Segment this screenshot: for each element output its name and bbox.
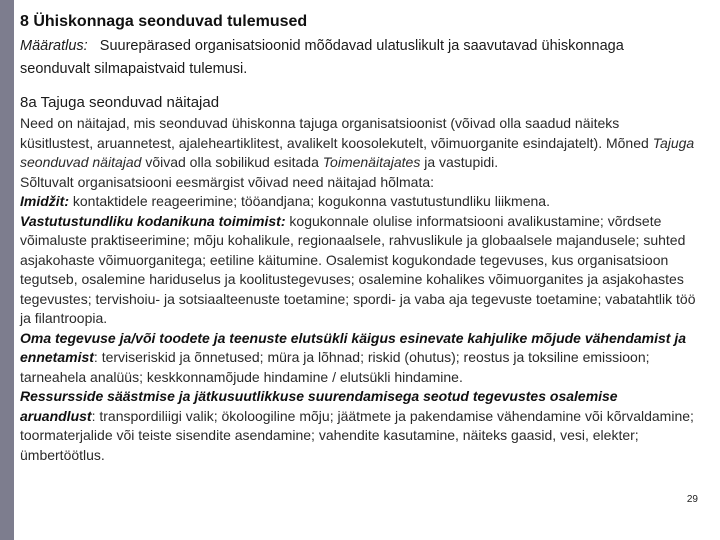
- slide-title: 8 Ühiskonnaga seonduvad tulemused: [20, 13, 308, 30]
- intro-text-1: Need on näitajad, mis seonduvad ühiskonna tajuga organisatsioonist (võivad olla saadud näiteks küsitlustest, aruannetest, ajaleheartiklitest, avalikelt koosolekutelt, võimuorganite esindajatelt). Mõned: [20, 115, 653, 151]
- intro-text-2: võivad olla sobilikud esitada: [141, 154, 323, 170]
- body-text: [20, 114, 696, 465]
- definition-text: Suurepärased organisatsioonid mõõdavad ulatuslikult ja saavutavad ühiskonnaga seonduvalt silmapaistvaid tulemusi.: [20, 38, 624, 77]
- item-resource-saving-label: Ressursside säästmise ja jätkusuutlikkuse suurendamisega seotud tegevustes osalemise aruandlust: [20, 388, 618, 424]
- item-resource-saving-text: : transpordiliigi valik; ökoloogiline mõju; jäätmete ja pakendamise vähendamine või kõrvaldamine; toormaterjalide või teiste sisendite asendamine; vahendite kasutamine, näiteks gaasid, vesi, elekter; ümbertöötlus.: [20, 407, 694, 463]
- intro-paragraph: [20, 114, 696, 173]
- item-image-label: Imidžit:: [20, 193, 69, 209]
- definition-label: Määratlus:: [20, 38, 88, 54]
- intro-text-italic-2: Toimenäitajates: [322, 154, 421, 170]
- item-harm-reduction-text: : terviseriskid ja õnnetused; müra ja lõhnad; riskid (ohutus); reostus ja toksiline emissioon; tarneahela analüüs; keskkonnamõjude hindamine / elutsükli hindamine.: [20, 349, 650, 385]
- definition-spacer: [92, 38, 96, 54]
- item-resource-saving: [20, 387, 696, 465]
- intro-text-3: ja vastupidi.: [420, 154, 499, 170]
- item-responsible-citizen-text: kogukonnale olulise informatsiooni avalikustamine; võrdsete võimaluste praktiseerimine; mõju kohalikule, regionaalsele, rahvuslikule ja globaalsele majandusele; suhted asjakohaste võimuorganitega; eetiline käitumine. Osalemist kogukondade tegevuses, kus organisatsioon tegutseb, osalemine hariduselus ja koolitustegevuses; osalemine kohalikes võimuorganites ja asjakohastes tegevustes; tervishoiu- ja sotsiaalteenuste toetamine; spordi- ja vaba aja tegevuste toetamine; vabatahtlik töö ja filantroopia.: [20, 212, 696, 326]
- item-responsible-citizen-label: Vastutustundliku kodanikuna toimimist:: [20, 212, 286, 229]
- item-harm-reduction-label: Oma tegevuse ja/või toodete ja teenuste elutsükli käigus esinevate kahjulike mõjude vähendamist ja ennetamist: [20, 329, 687, 365]
- scope-paragraph: Sõltuvalt organisatsiooni eesmärgist võivad need näitajad hõlmata:: [20, 173, 435, 190]
- left-accent-bar: [0, 0, 14, 540]
- definition: [20, 35, 690, 81]
- item-harm-reduction: [20, 329, 696, 388]
- item-image-text: kontaktidele reageerimine; tööandjana; kogukonna vastutustundliku liikmena.: [69, 193, 550, 209]
- item-responsible-citizen: [20, 212, 696, 329]
- section-heading: 8a Tajuga seonduvad näitajad: [20, 94, 220, 111]
- item-image: [20, 192, 696, 212]
- page-number: 29: [686, 494, 698, 505]
- intro-text-italic-1: Tajuga seonduvad näitajad: [20, 134, 695, 170]
